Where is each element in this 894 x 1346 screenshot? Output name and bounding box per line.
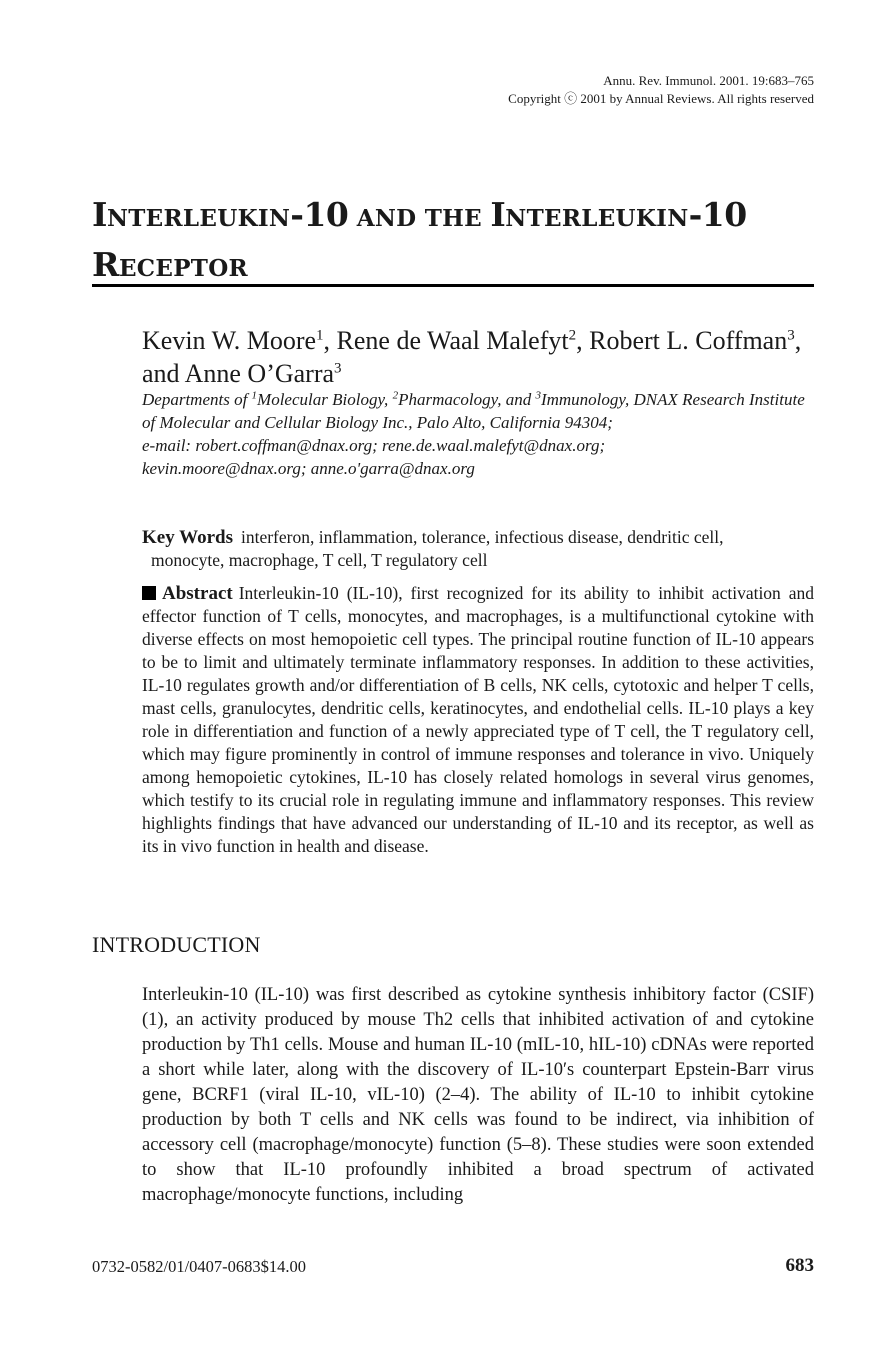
affiliation-text: Departments of bbox=[142, 390, 252, 409]
email-line: e-mail: robert.coffman@dnax.org; rene.de.waal.malefyt@dnax.org; bbox=[142, 436, 606, 455]
article-title bbox=[92, 192, 814, 292]
affiliation-text: Pharmacology, and bbox=[398, 390, 536, 409]
author-separator: , bbox=[576, 326, 590, 355]
author-name: Robert L. Coffman bbox=[589, 326, 788, 355]
affiliation-block bbox=[142, 388, 814, 480]
author-name: Anne O’Garra bbox=[184, 359, 335, 388]
page-number: 683 bbox=[785, 1255, 814, 1276]
author-separator: , and bbox=[142, 326, 802, 388]
affiliation-text: Immunology, DNAX Research Institute of Molecular and Cellular Biology Inc., Palo Alto, California 94304; bbox=[142, 390, 805, 432]
keywords-label: Key Words bbox=[142, 527, 233, 548]
journal-header bbox=[508, 72, 814, 108]
title-number: -10 bbox=[688, 195, 747, 234]
affiliation-mark: 3 bbox=[535, 389, 541, 402]
title-smallcaps: NTERLEUKIN bbox=[505, 205, 689, 232]
title-cap: I bbox=[92, 195, 107, 234]
affiliation-text: Molecular Biology, bbox=[257, 390, 393, 409]
author-list bbox=[142, 324, 814, 390]
title-rule bbox=[92, 284, 814, 287]
affiliation-mark: 1 bbox=[251, 389, 258, 402]
author-name: Rene de Waal Malefyt bbox=[336, 326, 569, 355]
abstract-text: Interleukin-10 (IL-10), first recognized for its ability to inhibit activation and effector function of T cells, monocytes, and macrophages, is a multifunctional cytokine with diverse effects on most hemopoietic cell types. The principal routine function of IL-10 appears to be to limit and ultimately terminate inflammatory responses. In addition to these activities, IL-10 regulates growth and/or differentiation of B cells, NK cells, cytotoxic and helper T cells, mast cells, granulocytes, dendritic cells, keratinocytes, and endothelial cells. IL-10 plays a key role in differentiation and function of a newly appreciated type of T cell, the T regulatory cell, which may figure prominently in control of immune responses and tolerance in vivo. Uniquely among hemopoietic cytokines, IL-10 has closely related homologs in several virus genomes, which testify to its crucial role in regulating immune and inflammatory responses. This review highlights findings that have advanced our understanding of IL-10 and its receptor, as well as its in vivo function in health and disease. bbox=[142, 583, 814, 856]
keywords-block bbox=[142, 526, 814, 572]
article-code: 0732-0582/01/0407-0683$14.00 bbox=[92, 1257, 307, 1276]
author-name: Kevin W. Moore bbox=[142, 326, 317, 355]
title-smallcaps: NTERLEUKIN bbox=[106, 205, 291, 232]
square-bullet-icon bbox=[142, 586, 156, 600]
author-separator: , bbox=[323, 326, 337, 355]
email-line: kevin.moore@dnax.org; anne.o'garra@dnax.org bbox=[142, 459, 475, 478]
abstract-label: Abstract bbox=[162, 583, 233, 604]
abstract-block bbox=[142, 582, 814, 858]
author-affil-mark: 3 bbox=[787, 327, 795, 344]
title-cap: I bbox=[490, 195, 506, 234]
author-affil-mark: 2 bbox=[568, 327, 577, 344]
journal-citation: Annu. Rev. Immunol. 2001. 19:683–765 bbox=[603, 73, 814, 88]
title-smallcaps: ECEPTOR bbox=[118, 255, 248, 282]
title-smallcaps: AND THE bbox=[348, 205, 491, 232]
title-cap: R bbox=[92, 245, 119, 284]
keywords-text: monocyte, macrophage, T cell, T regulatory cell bbox=[151, 550, 488, 570]
section-heading: INTRODUCTION bbox=[92, 932, 261, 957]
copyright-notice: Copyright ⓒ 2001 by Annual Reviews. All rights reserved bbox=[508, 91, 814, 106]
author-affil-mark: 1 bbox=[316, 327, 324, 344]
introduction-paragraph: Interleukin-10 (IL-10) was first described as cytokine synthesis inhibitory factor (CSIF) (1), an activity produced by mouse Th2 cells that inhibited activation of and cytokine production by Th1 cells. Mouse and human IL-10 (mIL-10, hIL-10) cDNAs were reported a short while later, along with the discovery of IL-10′s counterpart Epstein-Barr virus gene, BCRF1 (viral IL-10, vIL-10) (2–4). The ability of IL-10 to inhibit cytokine production by both T cells and NK cells was found to be indirect, via inhibition of accessory cell (macrophage/monocyte) function (5–8). These studies were soon extended to show that IL-10 profoundly inhibited a broad spectrum of activated macrophage/monocyte functions, including bbox=[142, 985, 814, 1205]
keywords-text: interferon, inflammation, tolerance, infectious disease, dendritic cell, bbox=[240, 527, 724, 547]
title-number: -10 bbox=[290, 195, 349, 234]
author-affil-mark: 3 bbox=[334, 360, 342, 377]
affiliation-mark: 2 bbox=[392, 389, 399, 402]
